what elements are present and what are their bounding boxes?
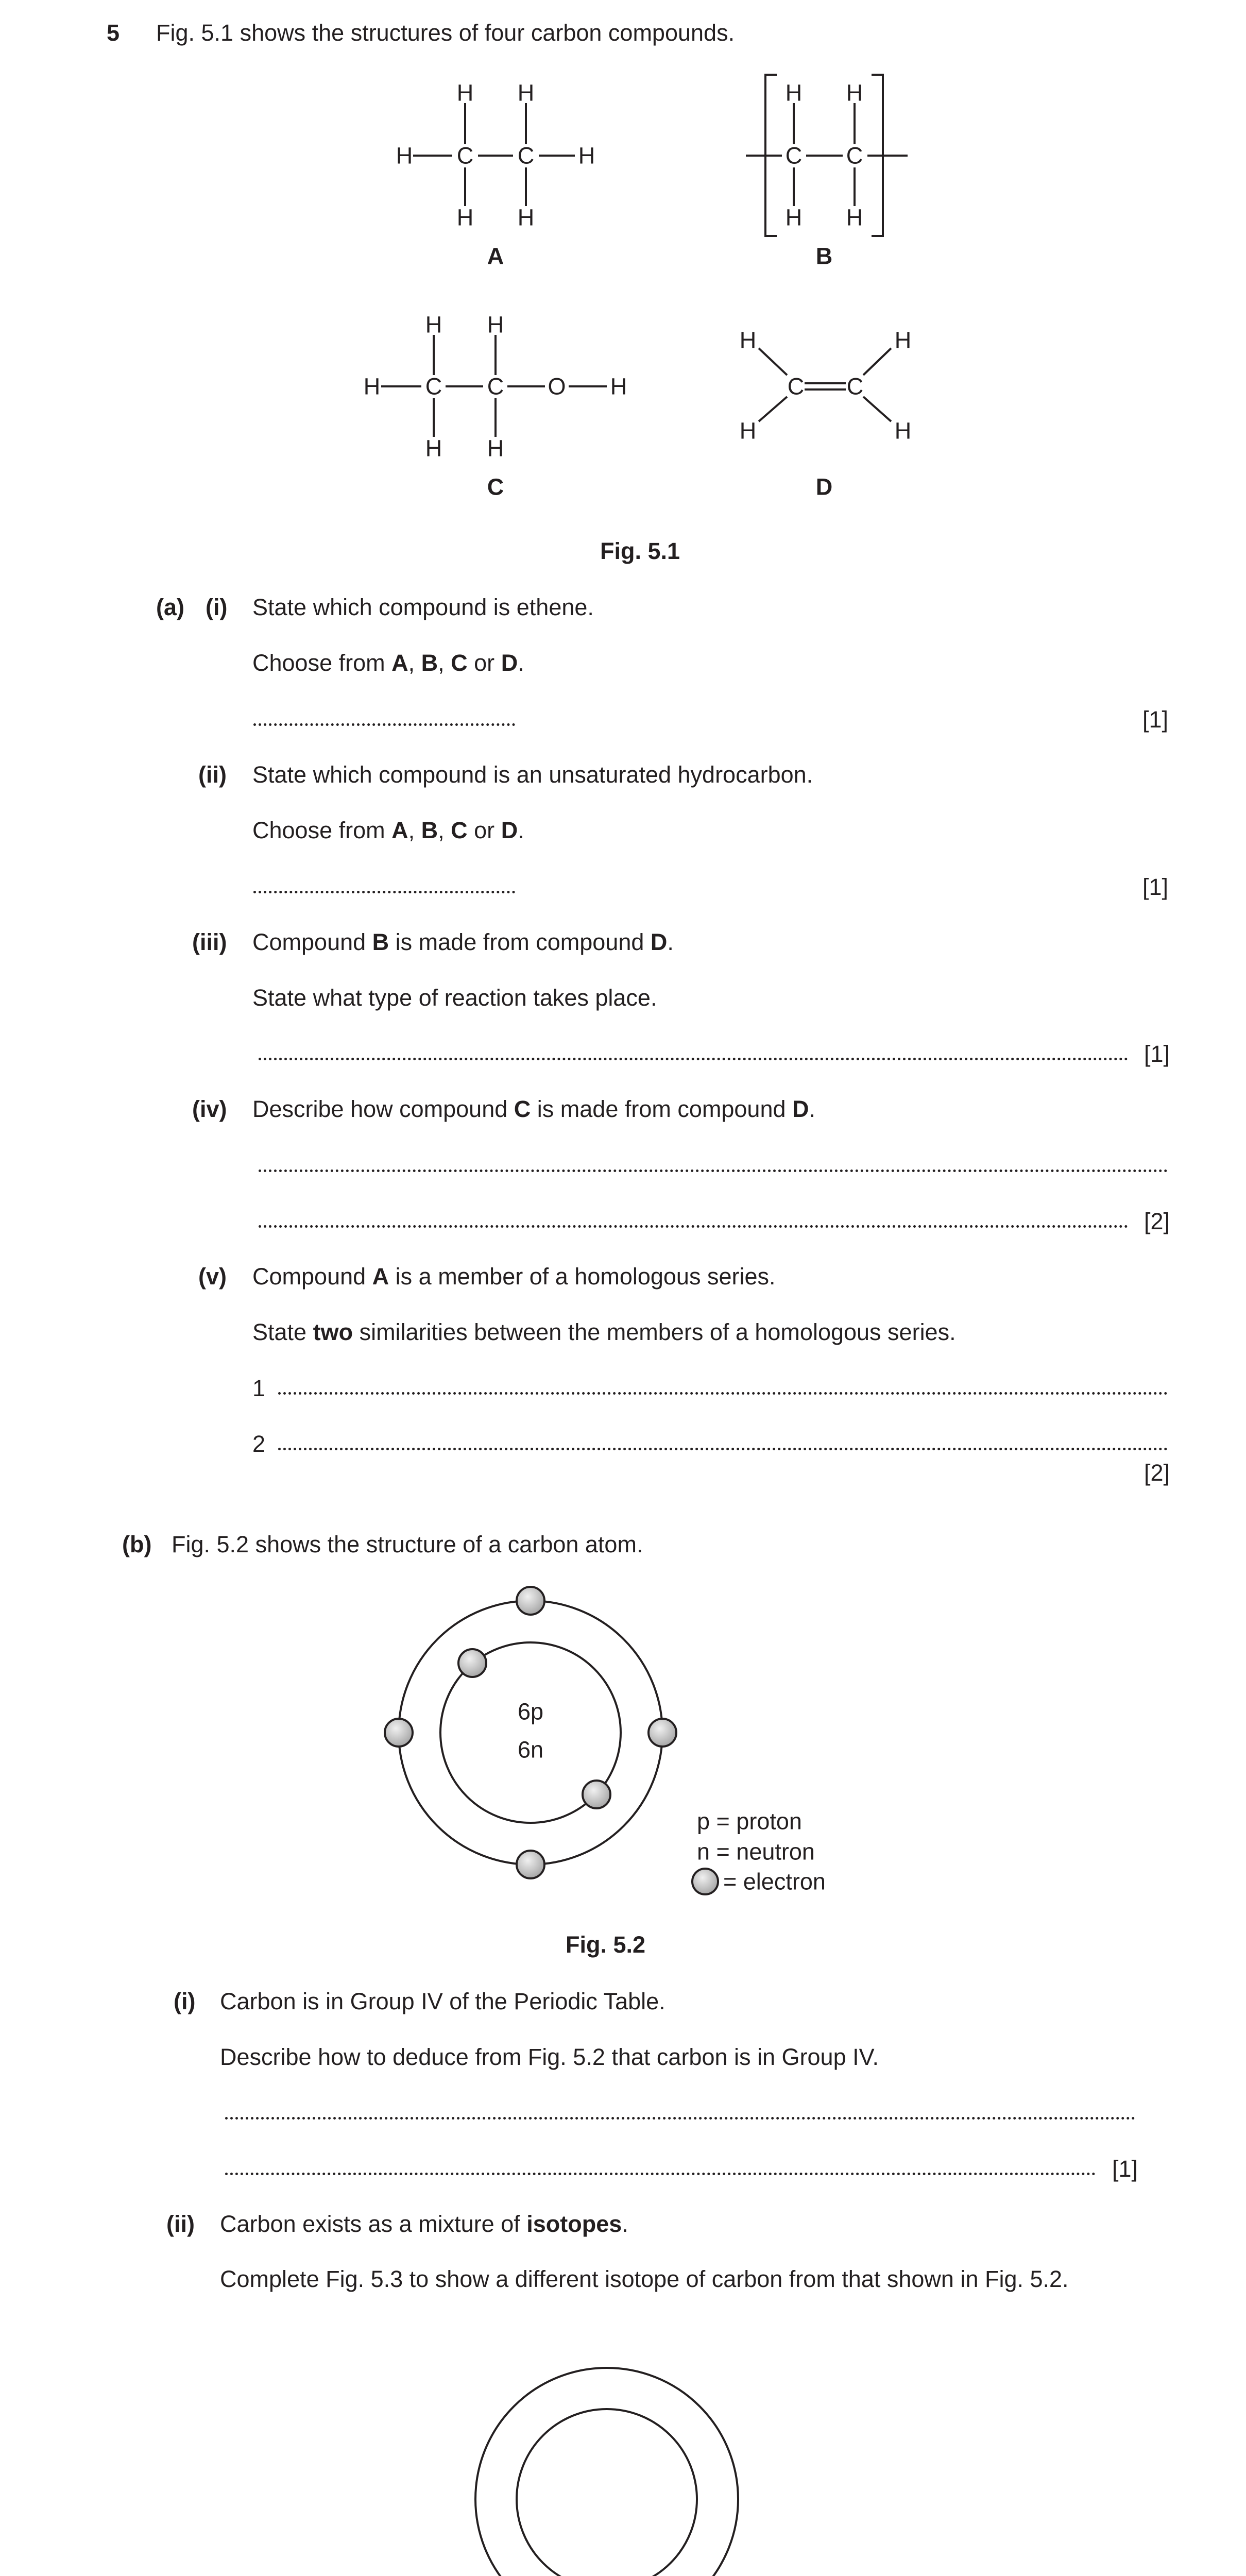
part-a-ii-marks: [1] xyxy=(1142,874,1169,900)
part-b-i-marks: [1] xyxy=(1112,2156,1138,2182)
part-b-label: (b) xyxy=(122,1531,152,1557)
atom-h: H xyxy=(846,204,863,231)
nucleus-neutrons: 6n xyxy=(517,1736,544,1763)
part-a-iii-text: Compound B is made from compound D. xyxy=(252,929,674,955)
atom-h: H xyxy=(739,417,757,444)
atom-h: H xyxy=(456,79,474,106)
part-a-iii-text2: State what type of reaction takes place. xyxy=(252,985,657,1011)
answer-line[interactable] xyxy=(225,2117,1135,2120)
answer-line[interactable] xyxy=(278,1392,1168,1395)
part-a-i-marks: [1] xyxy=(1142,706,1169,733)
part-a-iv-label: (iv) xyxy=(192,1096,227,1122)
part-b-ii-label: (ii) xyxy=(166,2211,195,2237)
part-b-i-label: (i) xyxy=(174,1988,196,2014)
compound-label-c: C xyxy=(487,473,504,500)
part-a-ii-label: (ii) xyxy=(198,761,227,788)
atom-h: H xyxy=(846,79,863,106)
part-a-i-choose: Choose from A, B, C or D. xyxy=(252,650,524,676)
atom-h: H xyxy=(785,79,803,106)
atom-h: H xyxy=(456,204,474,231)
key-electron: = electron xyxy=(723,1868,826,1895)
answer-line[interactable] xyxy=(253,891,515,893)
inner-shell xyxy=(440,1642,621,1823)
atom-c: C xyxy=(787,373,805,400)
atom-c: C xyxy=(425,373,442,400)
compound-label-a: A xyxy=(487,243,504,269)
atom-c: C xyxy=(785,142,803,169)
part-a-ii-choose: Choose from A, B, C or D. xyxy=(252,817,524,843)
atom-c: C xyxy=(487,373,504,400)
part-a-iv-marks: [2] xyxy=(1144,1208,1170,1234)
compound-label-b: B xyxy=(815,243,833,269)
answer-line[interactable] xyxy=(278,1448,1168,1450)
part-a-v-label: (v) xyxy=(198,1263,227,1290)
atom-h: H xyxy=(363,373,381,400)
fig-5-1-structures xyxy=(0,0,1246,541)
electron xyxy=(517,1851,544,1878)
part-b-ii-text2: Complete Fig. 5.3 to show a different isotope of carbon from that shown in Fig. 5.2. xyxy=(220,2266,1069,2292)
atom-h: H xyxy=(425,435,442,462)
answer-line[interactable] xyxy=(225,2173,1096,2175)
electron-key-icon xyxy=(692,1869,718,1894)
atom-h: H xyxy=(739,327,757,353)
atom-c: C xyxy=(846,142,863,169)
nucleus-protons: 6p xyxy=(517,1698,544,1725)
atom-h: H xyxy=(610,373,627,400)
key-proton: p = proton xyxy=(697,1808,802,1835)
part-a-iii-marks: [1] xyxy=(1144,1041,1170,1067)
atom-h: H xyxy=(487,435,504,462)
part-a-iv-text: Describe how compound C is made from compound D. xyxy=(252,1096,816,1122)
part-b-ii-text: Carbon exists as a mixture of isotopes. xyxy=(220,2211,628,2237)
atom-o: O xyxy=(548,373,566,400)
atom-h: H xyxy=(487,311,504,338)
atom-h: H xyxy=(517,204,535,231)
electron xyxy=(458,1649,486,1677)
atom-c: C xyxy=(456,142,474,169)
electron xyxy=(583,1781,610,1808)
part-a-v-marks: [2] xyxy=(1144,1460,1170,1486)
part-a-label: (a) xyxy=(156,594,184,620)
part-a-i-text: State which compound is ethene. xyxy=(252,594,594,620)
answer-line[interactable] xyxy=(253,723,515,726)
fig-5-3-outer-shell xyxy=(475,2368,738,2576)
atom-h: H xyxy=(578,142,595,169)
atom-h: H xyxy=(785,204,803,231)
atom-h: H xyxy=(517,79,535,106)
fig-5-1-caption: Fig. 5.1 xyxy=(600,538,680,564)
fig-5-3-inner-shell xyxy=(517,2409,697,2576)
question-intro: Fig. 5.1 shows the structures of four carbon compounds. xyxy=(156,20,735,46)
part-b-i-text2: Describe how to deduce from Fig. 5.2 that carbon is in Group IV. xyxy=(220,2044,879,2070)
compound-label-d: D xyxy=(815,473,833,500)
atom-h: H xyxy=(894,417,912,444)
key-neutron: n = neutron xyxy=(697,1838,815,1865)
atom-c: C xyxy=(517,142,535,169)
atom-c: C xyxy=(846,373,864,400)
answer-line[interactable] xyxy=(259,1170,1168,1172)
answer-line[interactable] xyxy=(259,1058,1128,1060)
atom-h: H xyxy=(396,142,413,169)
electron xyxy=(385,1719,413,1747)
fig-5-2-caption: Fig. 5.2 xyxy=(566,1931,646,1958)
question-number: 5 xyxy=(107,20,120,46)
answer-line-number: 1 xyxy=(252,1375,266,1401)
atom-h: H xyxy=(425,311,442,338)
atom-h: H xyxy=(894,327,912,353)
part-a-iii-label: (iii) xyxy=(192,929,227,955)
outer-shell xyxy=(399,1601,662,1865)
part-a-ii-text: State which compound is an unsaturated hydrocarbon. xyxy=(252,761,813,788)
part-a-i-label: (i) xyxy=(206,594,228,620)
part-a-v-text2: State two similarities between the members of a homologous series. xyxy=(252,1319,956,1345)
answer-line[interactable] xyxy=(259,1225,1128,1228)
part-a-v-text: Compound A is a member of a homologous series. xyxy=(252,1263,776,1290)
part-b-i-text: Carbon is in Group IV of the Periodic Table. xyxy=(220,1988,665,2014)
electron xyxy=(648,1719,676,1747)
answer-line-number: 2 xyxy=(252,1431,266,1457)
electron xyxy=(517,1587,544,1615)
part-b-intro: Fig. 5.2 shows the structure of a carbon atom. xyxy=(172,1531,643,1557)
